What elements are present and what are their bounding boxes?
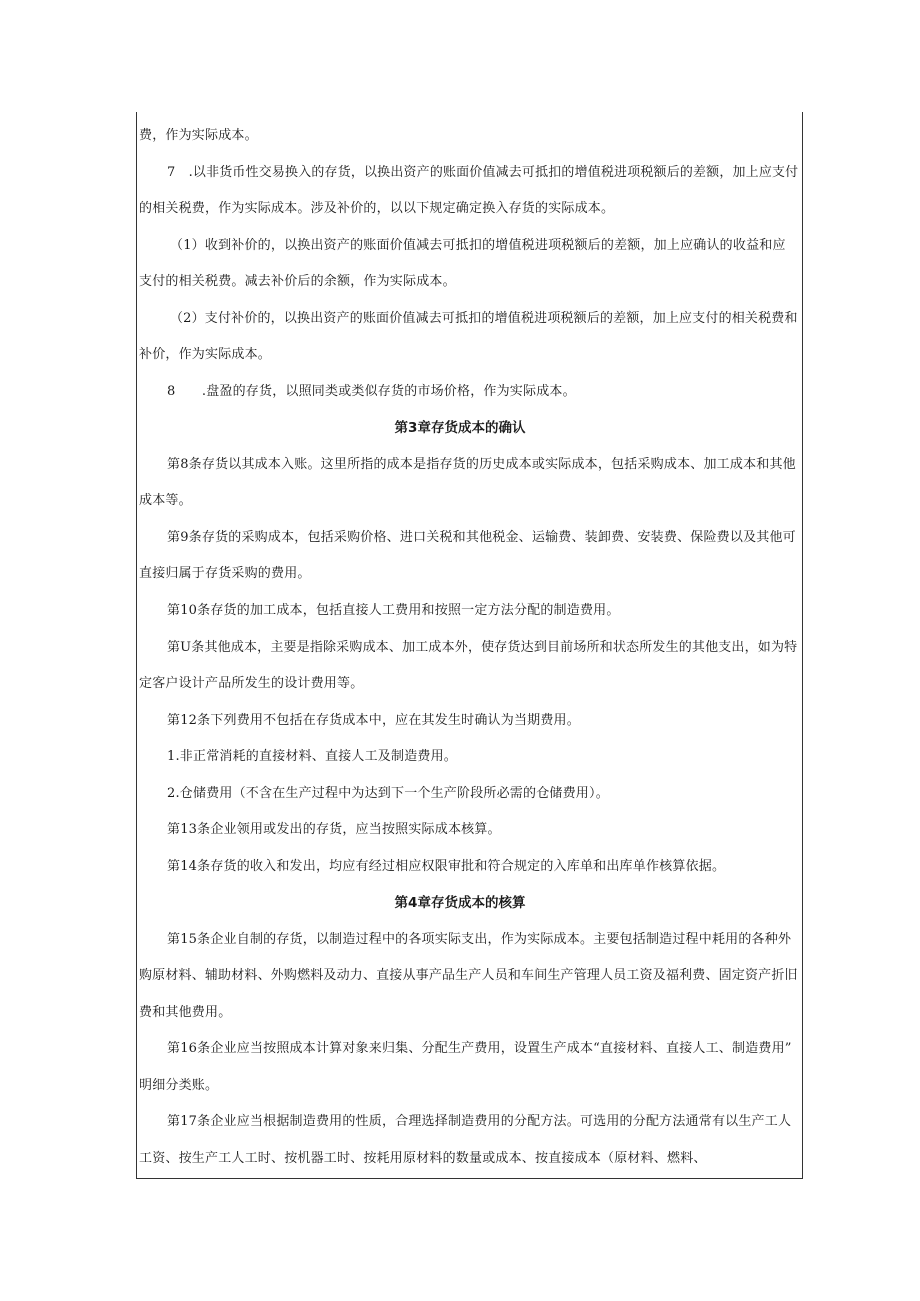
paragraph-line: （1）收到补价的，以换出资产的账面价值减去可抵扣的增值税进项税额后的差额，加上应确认的收益和应: [170, 238, 786, 253]
paragraph-line: 8 .盘盈的存货，以照同类或类似存货的市场价格，作为实际成本。: [167, 384, 576, 399]
paragraph-line: 1.非正常消耗的直接材料、直接人工及制造费用。: [167, 749, 458, 764]
paragraph-line: （2）支付补价的，以换出资产的账面价值减去可抵扣的增值税进项税额后的差额，加上应支付的相关税费和: [170, 311, 798, 326]
paragraph-line: 第U条其他成本，主要是指除采购成本、加工成本外，使存货达到目前场所和状态所发生的其他支出，如为特: [167, 640, 798, 655]
paragraph-line: 费，作为实际成本。: [139, 128, 258, 143]
paragraph-line: 成本等。: [139, 493, 192, 508]
paragraph-line: 的相关税费，作为实际成本。涉及补价的，以以下规定确定换入存货的实际成本。: [139, 201, 615, 216]
paragraph-line: 第12条下列费用不包括在存货成本中，应在其发生时确认为当期费用。: [167, 713, 580, 728]
paragraph-line: 定客户设计产品所发生的设计费用等。: [139, 676, 364, 691]
paragraph-line: 第14条存货的收入和发出，均应有经过相应权限审批和符合规定的入库单和出库单作核算依据。: [167, 859, 726, 874]
paragraph-line: 第16条企业应当按照成本计算对象来归集、分配生产费用，设置生产成本“直接材料、直接人工、制造费用”: [167, 1041, 792, 1056]
paragraph-line: 第8条存货以其成本入账。这里所指的成本是指存货的历史成本或实际成本，包括采购成本、加工成本和其他: [167, 457, 796, 472]
paragraph-line: 支付的相关税费。减去补价后的余额，作为实际成本。: [139, 274, 456, 289]
chapter-heading: 第4章存货成本的核算: [394, 895, 526, 911]
paragraph-line: 2.仓储费用（不含在生产过程中为达到下一个生产阶段所必需的仓储费用）。: [167, 786, 609, 801]
paragraph-line: 购原材料、辅助材料、外购燃料及动力、直接从事产品生产人员和车间生产管理人员工资及福利费、固定资产折旧: [139, 968, 798, 983]
paragraph-line: 直接归属于存货采购的费用。: [139, 566, 311, 581]
paragraph-line: 费和其他费用。: [139, 1005, 232, 1020]
paragraph-line: 7 .以非货币性交易换入的存货，以换出资产的账面价值减去可抵扣的增值税进项税额后的差额，加上应支付: [167, 165, 799, 180]
paragraph-line: 第9条存货的采购成本，包括采购价格、进口关税和其他税金、运输费、装卸费、安装费、保险费以及其他可: [167, 530, 796, 545]
paragraph-line: 第15条企业自制的存货，以制造过程中的各项实际支出，作为实际成本。主要包括制造过程中耗用的各种外: [167, 932, 792, 947]
chapter-heading: 第3章存货成本的确认: [394, 420, 526, 436]
paragraph-line: 第17条企业应当根据制造费用的性质，合理选择制造费用的分配方法。可选用的分配方法通常有以生产工人: [167, 1114, 792, 1129]
paragraph-line: 补价，作为实际成本。: [139, 347, 272, 362]
paragraph-line: 第13条企业领用或发出的存货，应当按照实际成本核算。: [167, 822, 501, 837]
paragraph-line: 工资、按生产工人工时、按机器工时、按耗用原材料的数量或成本、按直接成本（原材料、燃料、: [139, 1151, 707, 1166]
paragraph-line: 第10条存货的加工成本，包括直接人工费用和按照一定方法分配的制造费用。: [167, 603, 620, 618]
paragraph-line: 明细分类账。: [139, 1078, 219, 1093]
